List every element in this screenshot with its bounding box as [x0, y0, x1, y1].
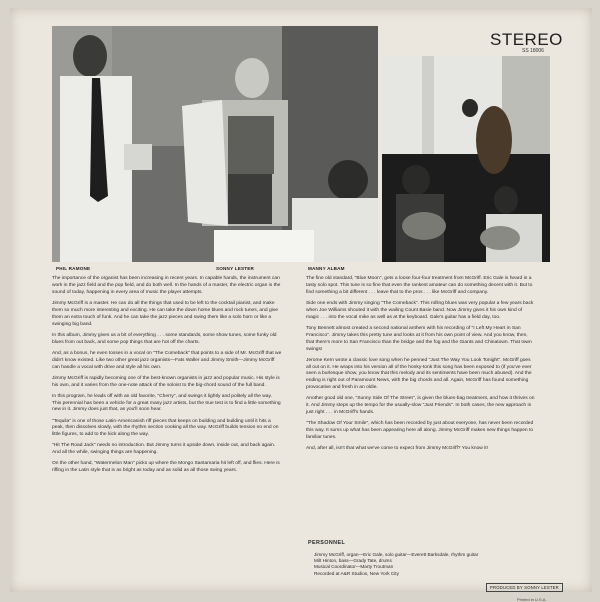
liner-paragraph: The importance of the organist has been increasing in recent years. In capable hands, the instrument can work in the jazz field and the pop field, and do both well. In the hands of a master, the electric organ is the sound of today, happening in every area of music the player attempts. — [52, 276, 281, 295]
liner-paragraph: And, as a bonus, he even tosses in a vocal on "The Comeback" that points to a side of Mr. McGriff that we didn't know existed. Like two other great jazz organists—Fats Waller and Jimmy Smith—Jimmy McGriff can handle a vocal with drive and style all his own. — [52, 350, 282, 370]
liner-paragraph: The fine old standard, "Blue Moon", gets a loose four-four treatment from McGriff. Eric Gale is heard in a tasty solo spot. This tune is so fine that even the rankest amateur can do something decent with it. But to find something a bit different . . . leave that to the pros . . . like McGriff and company. — [306, 276, 533, 295]
liner-paragraph: On the other hand, "Watermelon Man" picks up where the Mongo Santamaria hit left off, and flies. Here is riffing in the Latin style that is as bright as today and as solid as all those swing years. — [52, 461, 280, 474]
studio-photo-image — [52, 26, 378, 262]
studio-photo-musicians — [382, 56, 550, 262]
personnel-heading: PERSONNEL — [308, 540, 346, 546]
liner-paragraph: "Tequila" is one of those Latin-Americanish riff pieces that keeps on building and building until it hits a peak, then dissolves slowly, with the rhythm section cooking all the way. McGriff builds tension no end on little figures, to add to the kick along the way. — [52, 418, 279, 438]
liner-paragraph: Jimmy McGriff is a master. He can do all the things that used to be left to the cocktail pianist, and make them so much more interesting and exciting. He can take the down home blues and rock tunes, and give them an extra touch of funk. And he can take the jazz pieces and swing them like a solo horn or like a swinging big band. — [52, 300, 278, 327]
studio-photo-three-men — [52, 26, 378, 262]
liner-paragraph: "Hit The Road Jack" needs no introduction. But Jimmy turns it upside down, inside out, and back again. And all the while, swinging things are happening. — [52, 443, 276, 456]
liner-paragraph: Side one ends with Jimmy singing "The Comeback". This rolling blues was very popular a few years back when Joe Williams shouted it with the wailing Count Basie band. Now Jimmy gives it his own kind of magic . . . into the vocal mike as well as at the keyboard. Gale's guitar has a field day, too. — [306, 300, 534, 320]
personnel-line: Milt Hinton, bass—Grady Tate, drums — [314, 558, 392, 564]
personnel-list — [314, 552, 514, 577]
caption-manny-albam: MANNY ALBAM — [308, 266, 345, 271]
musicians-photo-image — [382, 56, 550, 262]
personnel-line: Jimmy McGriff, organ—Eric Gale, solo guitar—Everett Barksdale, rhythm guitar — [314, 552, 479, 557]
caption-phil-ramone: PHIL RAMONE — [56, 266, 91, 271]
liner-paragraph: In this album, Jimmy gives us a bit of everything . . . some standards, some show tunes, some funky old blues from out back, and some pop things that are hot off the charts. — [52, 332, 277, 345]
catalog-number: SS 18006 — [522, 48, 544, 54]
liner-paragraph: Tony Bennett almost created a second national anthem with his recording of "I Left My Heart in San Francisco". Jimmy takes this pretty tune and looks at it from his own point of view. And you know, then, that there's more to San Francisco than the bridge and the fog and the Giants and Chinatown. That town swings! — [306, 325, 532, 352]
liner-notes-right-column — [306, 276, 536, 457]
producer-credit-box: PRODUCED BY SONNY LESTER — [486, 583, 563, 592]
liner-paragraph: And, after all, isn't that what we've come to expect from Jimmy McGriff? You know it! — [306, 446, 488, 452]
caption-sonny-lester: SONNY LESTER — [216, 266, 255, 271]
liner-paragraph: Another good old one, "Sunny Side Of The Street", is given the blues-bag treatment, and how it thrives on it. And Jimmy steps up the tempo for the usually-slow "Just Friends". In both cases, the new approach is just right . . . in McGriff's hands. — [306, 396, 535, 416]
liner-paragraph: Jimmy McGriff is rapidly becoming one of the best-known organists in jazz and popular music. His style is his own, and it varies from the one-note attack of the soloist to the big-chord sound of the full band. — [52, 375, 280, 388]
personnel-line: Musical Coordinator—Marty Troutman — [314, 564, 394, 570]
personnel-line: Recorded at A&R Studios, New York City — [314, 570, 399, 576]
album-back-cover — [10, 8, 592, 602]
liner-paragraph: Jerome Kern wrote a classic love song when he penned "Just The Way You Look Tonight". McGriff goes all out on it. He wraps into his version all of the honky-tonk this song has been exposed to (if you've ever seen a burlesque show, you know that this melody and its sentiments have been much abused). And the ending is right out of Paramount News, with the big chords and all. Again, McGriff has found something provocative and fresh in an oldie. — [306, 357, 532, 391]
liner-paragraph: "The Shadow Of Your Smile", which has been recorded by just about everyone, has never been recorded this way. It sums up what has been appearing here all along. Jimmy McGriff makes new things happen to familiar tunes. — [306, 421, 534, 441]
liner-notes-left-column — [52, 276, 282, 479]
stereo-label: STEREO — [490, 30, 563, 49]
printed-in-note: Printed in U.S.A. — [517, 597, 547, 602]
liner-paragraph: In this program, he leads off with an old favorite, "Cherry", and swings it lightly and politely all the way. This perennial has been a vehicle for a great many jazz artists, but the true test is to find a little something new in it. Jimmy does just that, as you'll soon hear. — [52, 393, 281, 413]
